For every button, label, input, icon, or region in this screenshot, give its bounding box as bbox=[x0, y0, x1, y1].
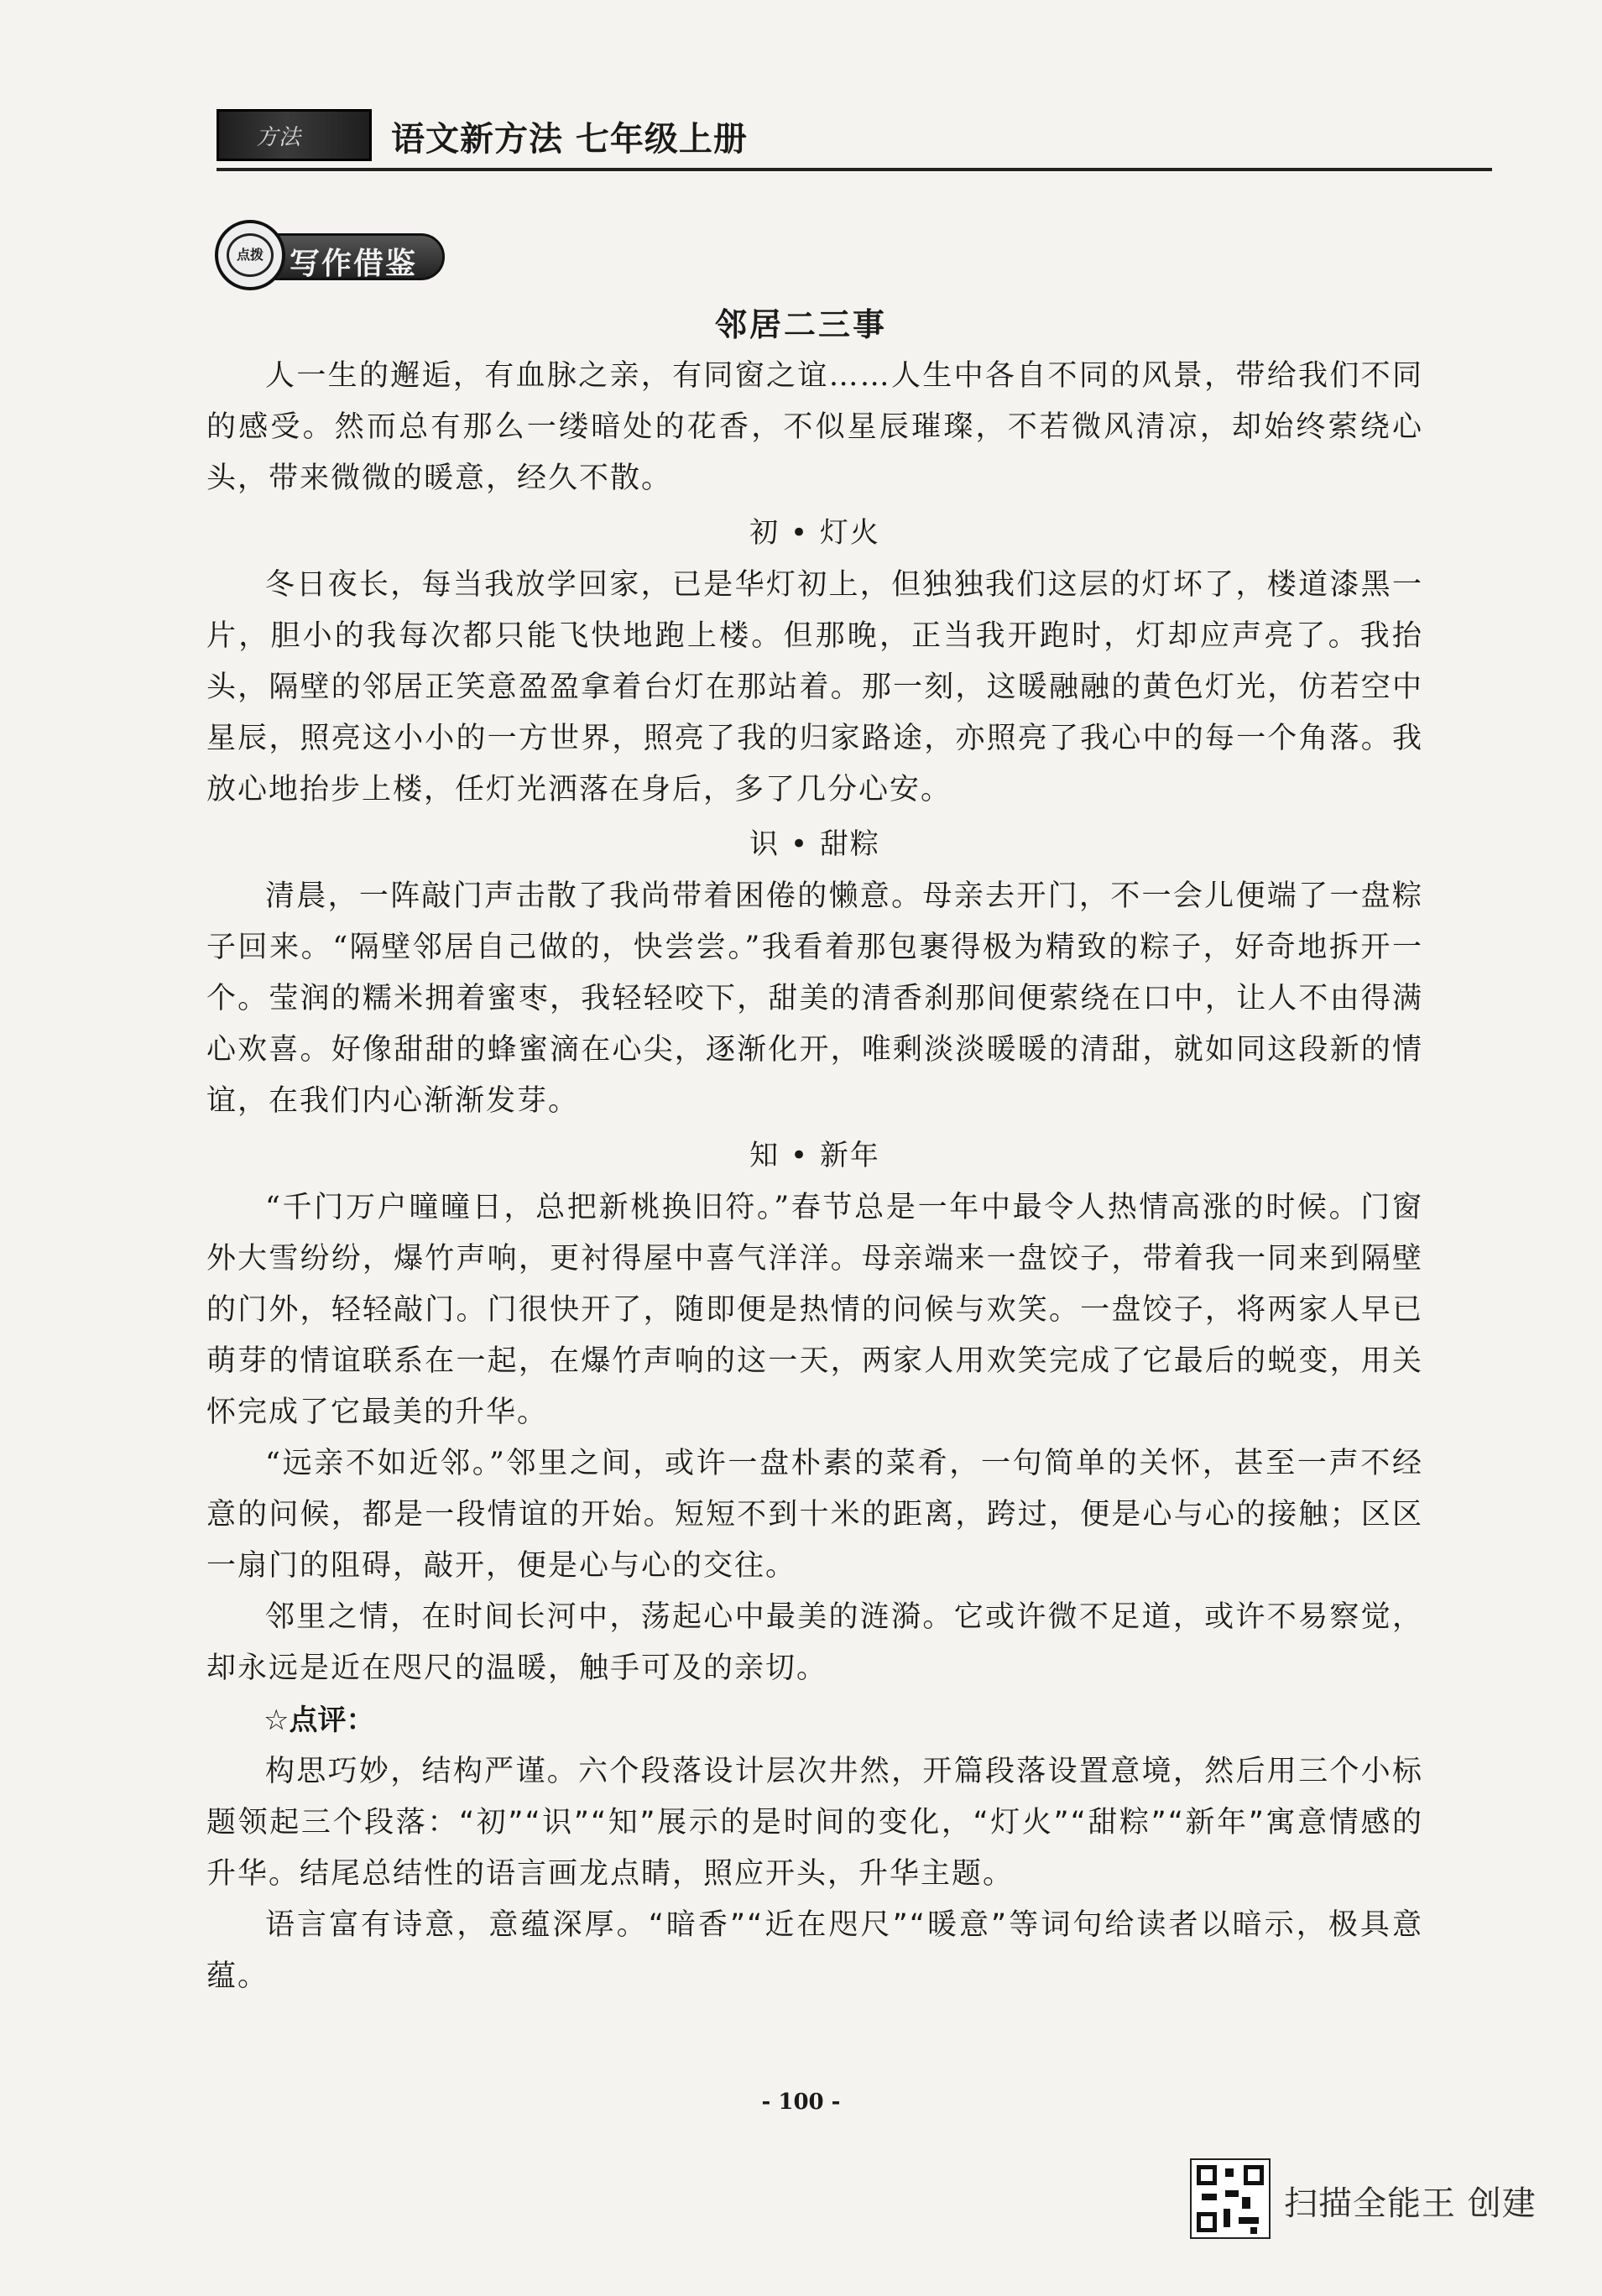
comment-heading: ☆点评： bbox=[264, 1704, 375, 1737]
section-badge bbox=[215, 220, 458, 295]
book-title: 语文新方法 七年级上册 bbox=[391, 120, 748, 159]
badge-emblem-icon bbox=[215, 220, 285, 290]
closing-paragraph-1: “远亲不如近邻。”邻里之间，或许一盘朴素的菜肴，一句简单的关怀，甚至一声不经意的问候，都是一段情谊的开始。短短不到十米的距离，跨过，便是心与心的接触；区区一扇门的阻碍，敲开，便是心与心的交往。 bbox=[206, 1447, 1423, 1583]
subheading-3: 知 • 新年 bbox=[749, 1139, 880, 1172]
book-logo bbox=[217, 109, 372, 161]
comment-paragraph-1: 构思巧妙，结构严谨。六个段落设计层次井然，开篇段落设置意境，然后用三个小标题领起三个段落：“初”“识”“知”展示的是时间的变化，“灯火”“甜粽”“新年”寓意情感的升华。结尾总结性的语言画龙点睛，照应开头，升华主题。 bbox=[206, 1755, 1423, 1891]
section-2-paragraph: 清晨，一阵敲门声击散了我尚带着困倦的懒意。母亲去开门，不一会儿便端了一盘粽子回来。“隔壁邻居自己做的，快尝尝。”我看着那包裹得极为精致的粽子，好奇地拆开一个。莹润的糯米拥着蜜枣，我轻轻咬下，甜美的清香刹那间便萦绕在口中，让人不由得满心欢喜。好像甜甜的蜂蜜滴在心尖，逐渐化开，唯剩淡淡暖暖的清甜，就如同这段新的情谊，在我们内心渐渐发芽。 bbox=[206, 879, 1423, 1118]
subheading-2: 识 • 甜粽 bbox=[749, 827, 880, 861]
comment-paragraph-2: 语言富有诗意，意蕴深厚。“暗香”“近在咫尺”“暖意”等词句给读者以暗示，极具意蕴。 bbox=[206, 1908, 1423, 1993]
page-number: - 100 - bbox=[761, 2090, 841, 2115]
closing-paragraph-2: 邻里之情，在时间长河中，荡起心中最美的涟漪。它或许微不足道，或许不易察觉，却永远是近在咫尺的温暖，触手可及的亲切。 bbox=[206, 1600, 1423, 1685]
badge-pill bbox=[262, 233, 445, 280]
logo-text: 方法 bbox=[256, 125, 302, 150]
qr-code-icon bbox=[1190, 2158, 1271, 2239]
scanner-watermark bbox=[1190, 2158, 1559, 2251]
watermark-text: 扫描全能王 创建 bbox=[1284, 2184, 1537, 2223]
article-body bbox=[206, 351, 1423, 2002]
intro-paragraph: 人一生的邂逅，有血脉之亲，有同窗之谊……人生中各自不同的风景，带给我们不同的感受。然而总有那么一缕暗处的花香，不似星辰璀璨，不若微风清凉，却始终萦绕心头，带来微微的暖意，经久不散。 bbox=[206, 359, 1423, 495]
badge-inner-text: 点拨 bbox=[227, 233, 274, 277]
section-1-paragraph: 冬日夜长，每当我放学回家，已是华灯初上，但独独我们这层的灯坏了，楼道漆黑一片，胆小的我每次都只能飞快地跑上楼。但那晚，正当我开跑时，灯却应声亮了。我抬头，隔壁的邻居正笑意盈盈拿着台灯在那站着。那一刻，这暖融融的黄色灯光，仿若空中星辰，照亮这小小的一方世界，照亮了我的归家路途，亦照亮了我心中的每一个角落。我放心地抬步上楼，任灯光洒落在身后，多了几分心安。 bbox=[206, 568, 1423, 806]
subheading-1: 初 • 灯火 bbox=[749, 516, 880, 550]
page-header bbox=[217, 106, 1492, 171]
section-3-paragraph: “千门万户曈曈日，总把新桃换旧符。”春节总是一年中最令人热情高涨的时候。门窗外大雪纷纷，爆竹声响，更衬得屋中喜气洋洋。母亲端来一盘饺子，带着我一同来到隔壁的门外，轻轻敲门。门很快开了，随即便是热情的问候与欢笑。一盘饺子，将两家人早已萌芽的情谊联系在一起，在爆竹声响的这一天，两家人用欢笑完成了它最后的蜕变，用关怀完成了它最美的升华。 bbox=[206, 1191, 1423, 1429]
article-title: 邻居二三事 bbox=[714, 306, 887, 343]
section-label: 写作借鉴 bbox=[290, 247, 418, 281]
